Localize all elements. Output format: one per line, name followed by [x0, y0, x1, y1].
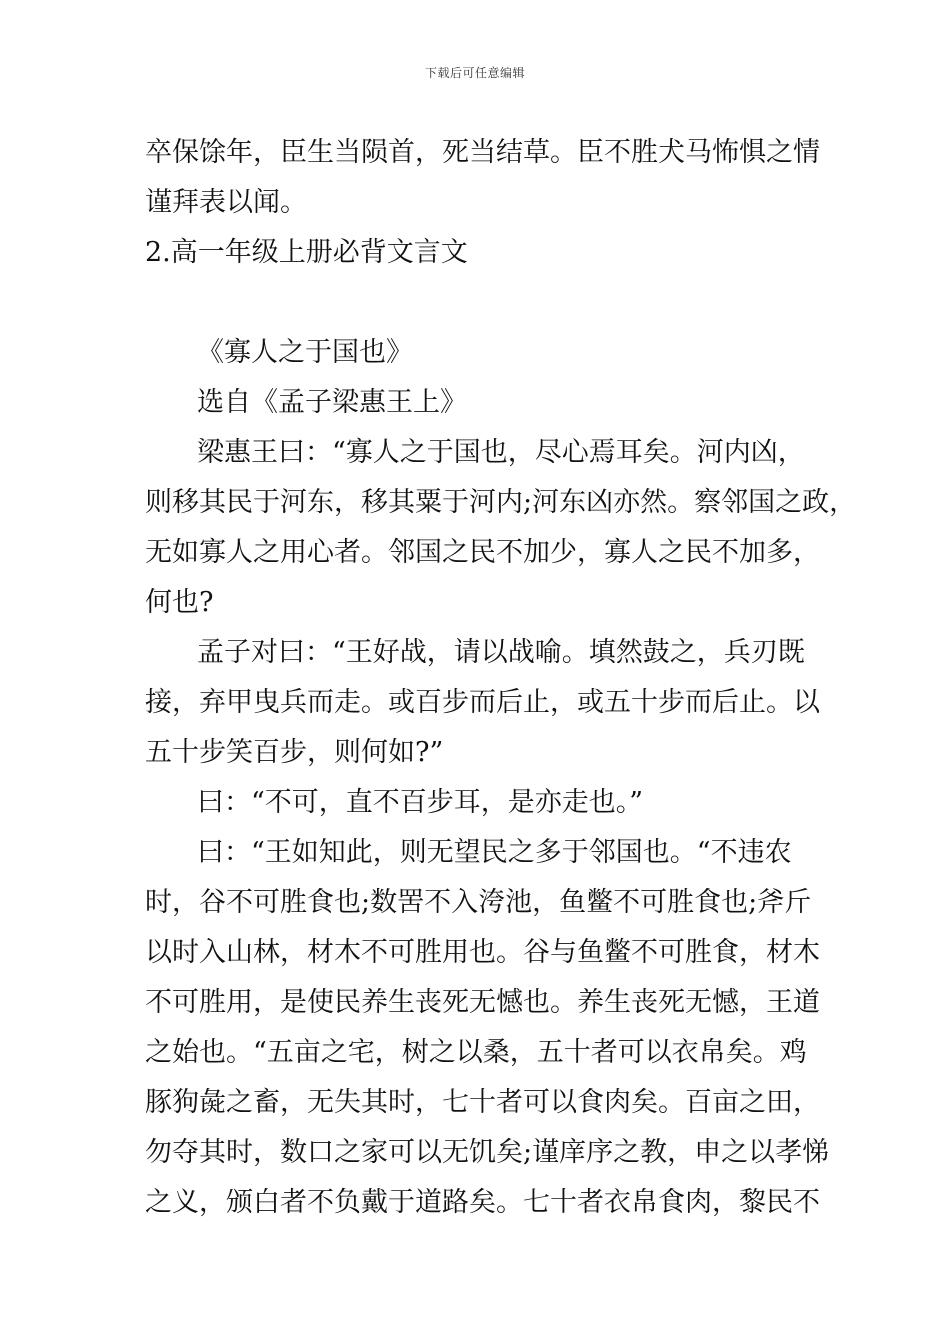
document-body	[145, 128, 857, 1228]
text-line: 之始也。“五亩之宅，树之以桑，五十者可以衣帛矣。鸡	[145, 1037, 807, 1068]
text-line: 何也?	[145, 587, 214, 618]
text-line: 曰：“王如知此，则无望民之多于邻国也。“不违农	[197, 837, 792, 868]
text-line: 谨拜表以闻。	[145, 187, 307, 218]
text-line: 时，谷不可胜食也;数罟不入洿池，鱼鳖不可胜食也;斧斤	[145, 887, 812, 918]
text-line: 则移其民于河东，移其粟于河内;河东凶亦然。察邻国之政，	[145, 487, 857, 518]
text-line: 接，弃甲曳兵而走。或百步而后止，或五十步而后止。以	[145, 687, 820, 718]
text-line: 梁惠王曰：“寡人之于国也，尽心焉耳矣。河内凶，	[197, 437, 805, 468]
text-line: 五十步笑百步，则何如?”	[145, 737, 444, 768]
text-line: 勿夺其时，数口之家可以无饥矣;谨庠序之教，申之以孝悌	[145, 1137, 830, 1168]
text-line: 以时入山林，材木不可胜用也。谷与鱼鳖不可胜食，材木	[145, 937, 820, 968]
text-line: 无如寡人之用心者。邻国之民不加少，寡人之民不加多，	[145, 537, 820, 568]
section-heading: 2.高一年级上册必背文言文	[145, 237, 468, 268]
text-line: 卒保馀年，臣生当陨首，死当结草。臣不胜犬马怖惧之情	[145, 137, 820, 168]
essay-source: 选自《孟子梁惠王上》	[197, 387, 467, 418]
essay-title: 《寡人之于国也》	[197, 337, 413, 368]
text-line: 不可胜用，是使民养生丧死无憾也。养生丧死无憾，王道	[145, 987, 820, 1018]
page-header: 下载后可任意编辑	[424, 66, 525, 80]
blank-line	[145, 278, 825, 328]
text-line: 豚狗彘之畜，无失其时，七十者可以食肉矣。百亩之田，	[145, 1087, 820, 1118]
text-line: 孟子对曰：“王好战，请以战喻。填然鼓之，兵刃既	[197, 637, 805, 668]
text-line: 曰：“不可，直不百步耳，是亦走也。”	[197, 787, 644, 818]
text-line: 之义，颁白者不负戴于道路矣。七十者衣帛食肉，黎民不	[145, 1187, 820, 1218]
